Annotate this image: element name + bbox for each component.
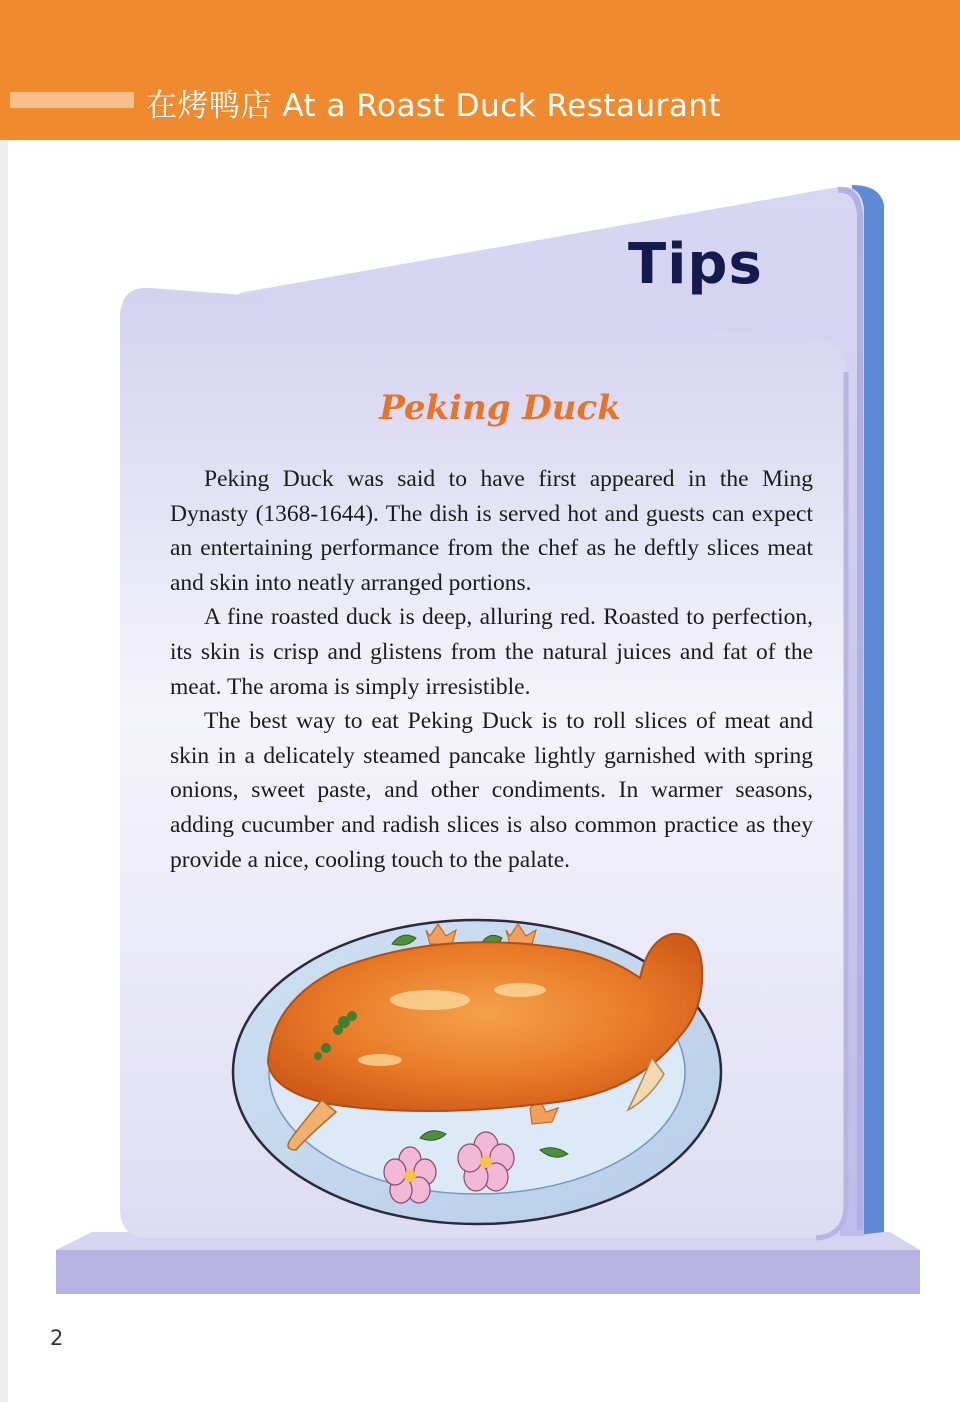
header-title: 在烤鸭店 At a Roast Duck Restaurant [146, 88, 722, 124]
page-number: 2 [50, 1326, 64, 1350]
card-heading: Peking Duck [379, 388, 621, 428]
roast-duck-illustration [233, 920, 721, 1224]
body-paragraph: A fine roasted duck is deep, alluring red. Roasted to perfection, its skin is crisp and glistens from the natural juices and fat of the meat. The aroma is simply irresistible. [170, 604, 813, 700]
tips-title: Tips [628, 232, 763, 297]
body-paragraph: The best way to eat Peking Duck is to roll slices of meat and skin in a delicately steamed pancake lightly garnished with spring onions, sweet paste, and other condiments. In warmer seasons, adding cucumber and radish slices is also common practice as they provide a nice, cooling touch to the palate. [170, 708, 813, 873]
board-base [56, 1232, 920, 1294]
card-body [170, 462, 813, 877]
body-paragraph: Peking Duck was said to have first appeared in the Ming Dynasty (1368-1644). The dish is served hot and guests can expect an entertaining performance from the chef as he deftly slices meat and skin into neatly arranged portions. [170, 466, 813, 596]
